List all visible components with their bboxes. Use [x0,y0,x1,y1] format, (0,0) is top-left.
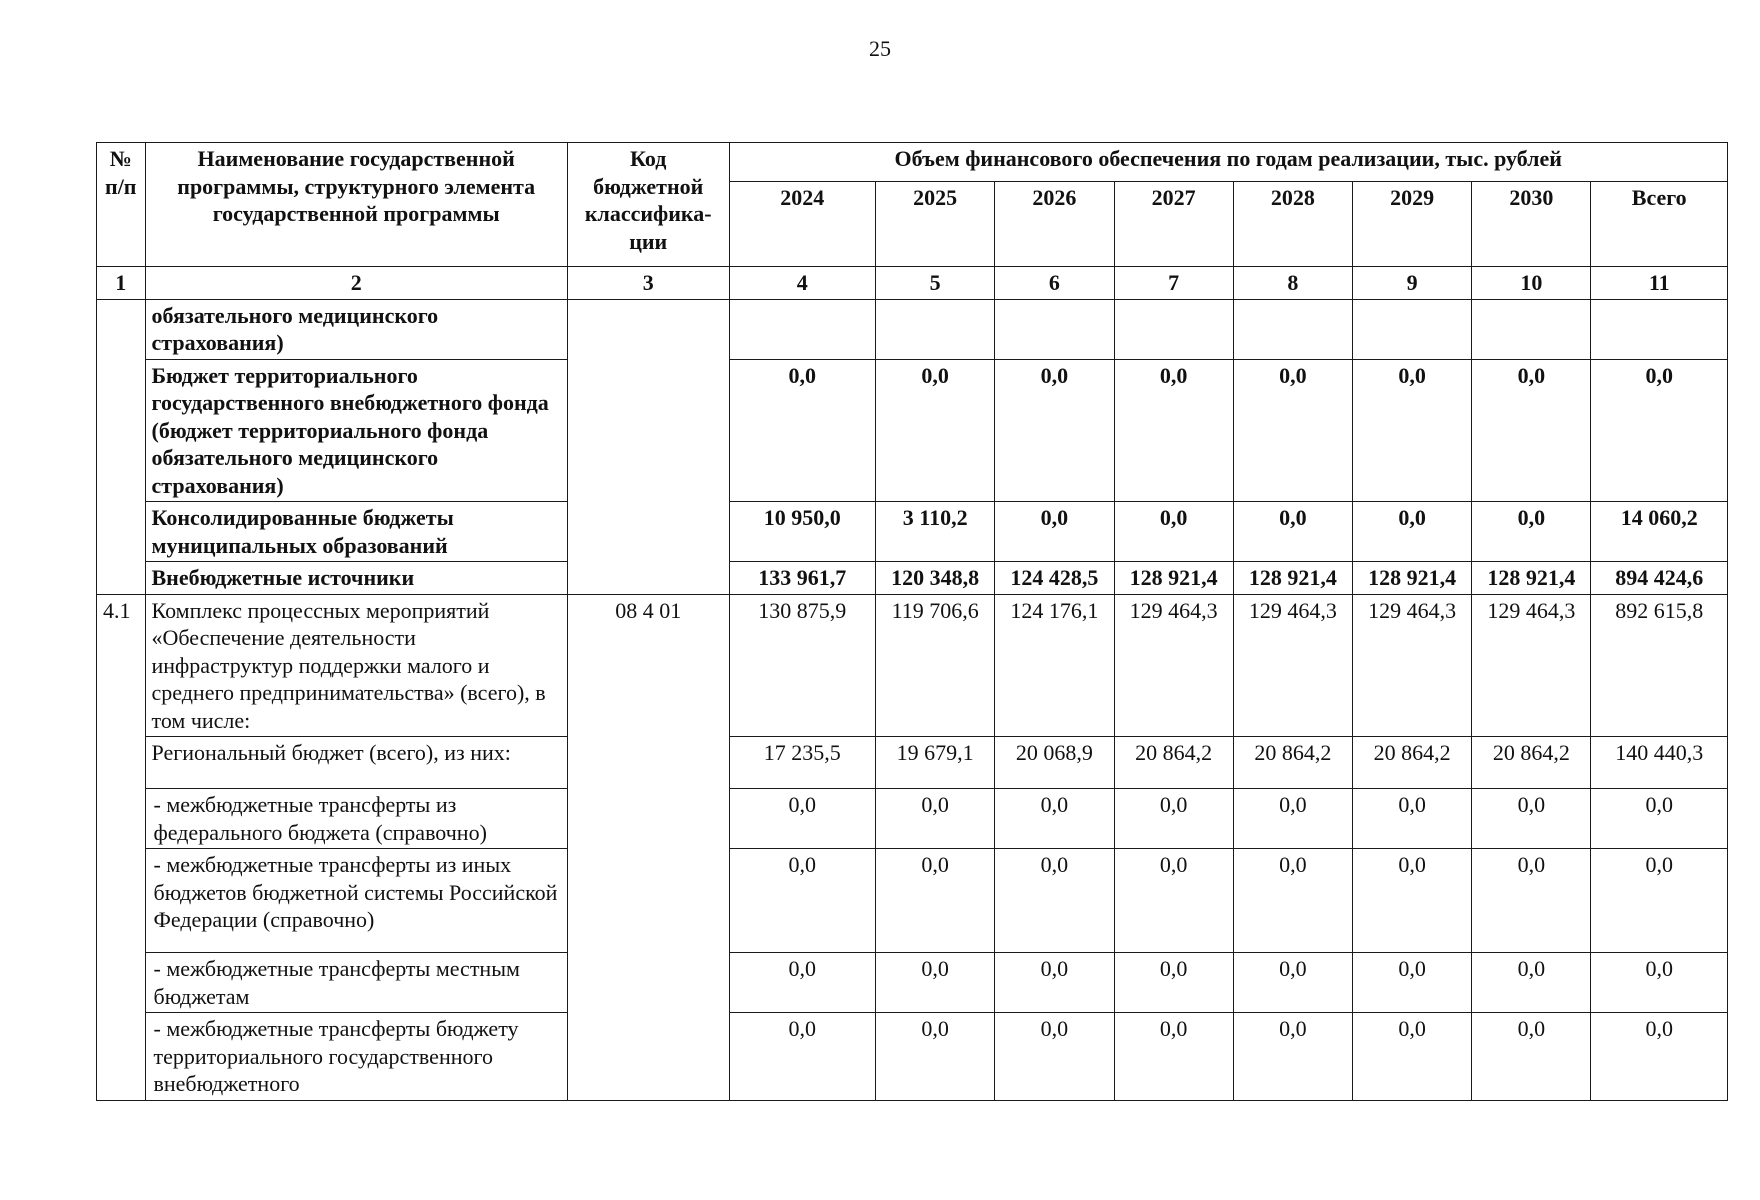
header-number: № п/п [97,143,146,267]
table-row [97,1013,1728,1101]
row-name: Консолидированные бюджеты муниципальных образований [145,502,567,562]
value-cell: 129 464,3 [1353,594,1472,737]
value-cell: 0,0 [1353,953,1472,1013]
table-row [97,953,1728,1013]
table-row [97,594,1728,737]
row-name: Внебюджетные источники [145,562,567,595]
value-cell: 0,0 [729,953,876,1013]
value-cell [1591,299,1728,359]
value-cell: 0,0 [1591,359,1728,502]
value-cell: 0,0 [876,849,995,953]
value-cell: 0,0 [1472,502,1591,562]
column-number: 10 [1472,267,1591,300]
header-total: Всего [1591,182,1728,267]
header-year: 2024 [729,182,876,267]
value-cell [876,299,995,359]
value-cell: 20 864,2 [1472,737,1591,789]
header-year: 2028 [1233,182,1352,267]
value-cell: 129 464,3 [1233,594,1352,737]
page-number: 25 [869,36,891,61]
value-cell: 0,0 [1233,1013,1352,1101]
value-cell: 0,0 [995,359,1114,502]
value-cell: 124 176,1 [995,594,1114,737]
value-cell: 0,0 [995,502,1114,562]
value-cell: 0,0 [876,359,995,502]
column-number: 11 [1591,267,1728,300]
value-cell: 140 440,3 [1591,737,1728,789]
value-cell: 120 348,8 [876,562,995,595]
column-number: 9 [1353,267,1472,300]
row-name: - межбюджетные трансферты из иных бюджетов бюджетной системы Российской Федерации (справочно) [145,849,567,953]
value-cell: 133 961,7 [729,562,876,595]
value-cell: 0,0 [1114,502,1233,562]
table-row [97,299,1728,359]
value-cell: 0,0 [1591,1013,1728,1101]
value-cell: 0,0 [1472,1013,1591,1101]
value-cell: 0,0 [1353,849,1472,953]
value-cell: 20 864,2 [1353,737,1472,789]
value-cell: 0,0 [1114,789,1233,849]
value-cell: 0,0 [1114,359,1233,502]
row-name: - межбюджетные трансферты из федерального бюджета (справочно) [145,789,567,849]
value-cell: 128 921,4 [1114,562,1233,595]
value-cell: 129 464,3 [1114,594,1233,737]
column-number: 7 [1114,267,1233,300]
value-cell: 0,0 [1353,359,1472,502]
column-number: 6 [995,267,1114,300]
value-cell: 0,0 [876,1013,995,1101]
section1-body [97,299,1728,594]
section2-body [97,594,1728,1100]
row-name: обязательного медицинского страхования) [145,299,567,359]
row-name: - межбюджетные трансферты местным бюджетам [145,953,567,1013]
value-cell: 0,0 [1472,359,1591,502]
value-cell: 0,0 [1233,502,1352,562]
value-cell: 0,0 [729,849,876,953]
value-cell: 0,0 [876,953,995,1013]
value-cell: 0,0 [729,359,876,502]
value-cell: 0,0 [995,849,1114,953]
value-cell: 0,0 [1353,502,1472,562]
value-cell: 892 615,8 [1591,594,1728,737]
value-cell: 0,0 [1472,953,1591,1013]
value-cell: 0,0 [876,789,995,849]
value-cell: 128 921,4 [1353,562,1472,595]
header-year: 2030 [1472,182,1591,267]
header-year: 2029 [1353,182,1472,267]
value-cell: 0,0 [1591,953,1728,1013]
value-cell: 0,0 [1472,849,1591,953]
header-year: 2026 [995,182,1114,267]
column-number-row [97,267,1728,300]
row-code-cell [567,299,729,594]
header-year: 2025 [876,182,995,267]
value-cell: 0,0 [1353,789,1472,849]
value-cell: 0,0 [1233,953,1352,1013]
value-cell: 128 921,4 [1233,562,1352,595]
value-cell: 0,0 [995,953,1114,1013]
row-name: - межбюджетные трансферты бюджету территориального государственного внебюджетного [145,1013,567,1101]
value-cell: 0,0 [1114,953,1233,1013]
value-cell [1353,299,1472,359]
row-code: 08 4 01 [567,594,729,1100]
column-number: 4 [729,267,876,300]
value-cell: 20 864,2 [1233,737,1352,789]
column-number: 5 [876,267,995,300]
value-cell [1114,299,1233,359]
value-cell [995,299,1114,359]
row-name: Бюджет территориального государственного внебюджетного фонда (бюджет территориального фонда обязательного медицинского страхования) [145,359,567,502]
row-index: 4.1 [97,594,146,1100]
value-cell: 0,0 [1353,1013,1472,1101]
value-cell: 119 706,6 [876,594,995,737]
table-row [97,849,1728,953]
value-cell: 20 864,2 [1114,737,1233,789]
column-number: 8 [1233,267,1352,300]
value-cell: 0,0 [1233,789,1352,849]
row-name: Комплекс процессных мероприятий «Обеспечение деятельности инфраструктур поддержки малого и среднего предпринимательства» (всего), в том числе: [145,594,567,737]
value-cell [1233,299,1352,359]
row-name: Региональный бюджет (всего), из них: [145,737,567,789]
value-cell: 130 875,9 [729,594,876,737]
value-cell: 0,0 [1591,789,1728,849]
value-cell: 0,0 [1472,789,1591,849]
column-number: 3 [567,267,729,300]
value-cell: 0,0 [729,1013,876,1101]
value-cell: 17 235,5 [729,737,876,789]
value-cell: 894 424,6 [1591,562,1728,595]
table-row [97,359,1728,502]
value-cell: 128 921,4 [1472,562,1591,595]
column-number: 1 [97,267,146,300]
value-cell: 20 068,9 [995,737,1114,789]
header-funding-group: Объем финансового обеспечения по годам реализации, тыс. рублей [729,143,1727,182]
column-number: 2 [145,267,567,300]
row-index-cell [97,299,146,594]
value-cell: 129 464,3 [1472,594,1591,737]
value-cell [1472,299,1591,359]
table-row [97,789,1728,849]
value-cell [729,299,876,359]
value-cell: 0,0 [729,789,876,849]
value-cell: 0,0 [1114,849,1233,953]
value-cell: 0,0 [1114,1013,1233,1101]
value-cell: 0,0 [995,789,1114,849]
header-name: Наименование государственной программы, структурного элемента государственной программы [145,143,567,267]
table-row [97,502,1728,562]
value-cell: 0,0 [1233,359,1352,502]
value-cell: 0,0 [995,1013,1114,1101]
value-cell: 0,0 [1591,849,1728,953]
header-code: Код бюджетной классифика-ции [567,143,729,267]
value-cell: 14 060,2 [1591,502,1728,562]
budget-table [96,142,1728,1101]
value-cell: 10 950,0 [729,502,876,562]
value-cell: 0,0 [1233,849,1352,953]
value-cell: 19 679,1 [876,737,995,789]
value-cell: 3 110,2 [876,502,995,562]
table-row [97,562,1728,595]
header-year: 2027 [1114,182,1233,267]
table-row [97,737,1728,789]
value-cell: 124 428,5 [995,562,1114,595]
